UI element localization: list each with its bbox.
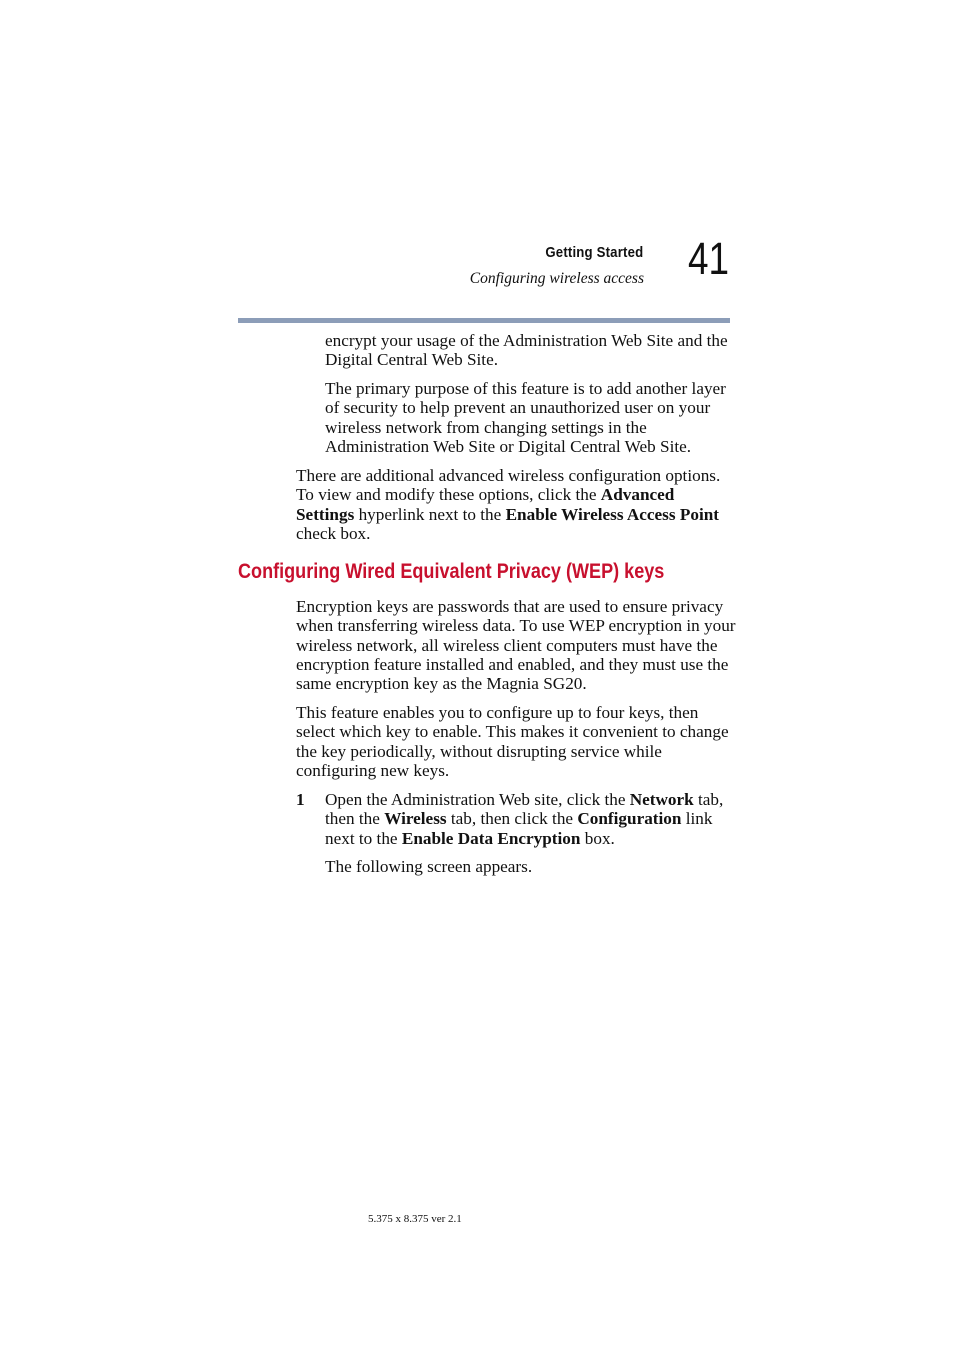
text-run: check box. [296, 523, 371, 543]
text-run: link next to the [325, 809, 713, 848]
bold-term-configuration: Configuration [577, 809, 682, 829]
text-run: Open the Administration Web site, click the [325, 790, 630, 809]
paragraph-encryption-keys: Encryption keys are passwords that are used to ensure privacy when transferring wireless data. To use WEP encryption in your wireless network, all wireless client computers must have the encryption feature installed and enabled, and they must use the same encryption key as the Magnia SG20. [296, 597, 736, 694]
page-number: 41 [688, 233, 730, 284]
paragraph-four-keys: This feature enables you to configure up to four keys, then select which key to enable. This makes it convenient to change the key periodically, without disrupting service while configuring new keys. [296, 703, 729, 780]
paragraph-screen-appears: The following screen appears. [325, 857, 533, 876]
text-run: tab, then click the [446, 809, 578, 829]
text-run: hyperlink next to the [354, 504, 506, 524]
running-header-chapter: Getting Started [545, 244, 643, 261]
paragraph-encrypt-usage: encrypt your usage of the Administration Web Site and the Digital Central Web Site. [325, 331, 728, 370]
text-run: There are additional advanced wireless configuration options. To view and modify these options, click the [296, 466, 721, 505]
paragraph-advanced-options [296, 466, 736, 543]
bold-term-enable-wireless-access-point: Enable Wireless Access Point [505, 504, 720, 524]
bold-term-advanced-settings: Advanced Settings [296, 485, 675, 524]
section-heading: Configuring Wired Equivalent Privacy (WEP) keys [238, 560, 665, 583]
text-run: tab, then the [325, 790, 724, 829]
paragraph-primary-purpose: The primary purpose of this feature is to add another layer of security to help prevent an unauthorized user on your wireless network from changing settings in the Administration Web Site or Digital Central Web Site. [325, 379, 726, 456]
running-header-section: Configuring wireless access [469, 270, 644, 287]
header-rule [238, 318, 730, 323]
step-1-text [325, 790, 735, 848]
text-run: box. [580, 828, 615, 848]
bold-term-network: Network [629, 790, 694, 809]
step-number: 1 [296, 790, 305, 809]
bold-term-enable-data-encryption: Enable Data Encryption [401, 828, 581, 848]
footer-version: 5.375 x 8.375 ver 2.1 [368, 1213, 462, 1225]
bold-term-wireless: Wireless [384, 809, 447, 829]
